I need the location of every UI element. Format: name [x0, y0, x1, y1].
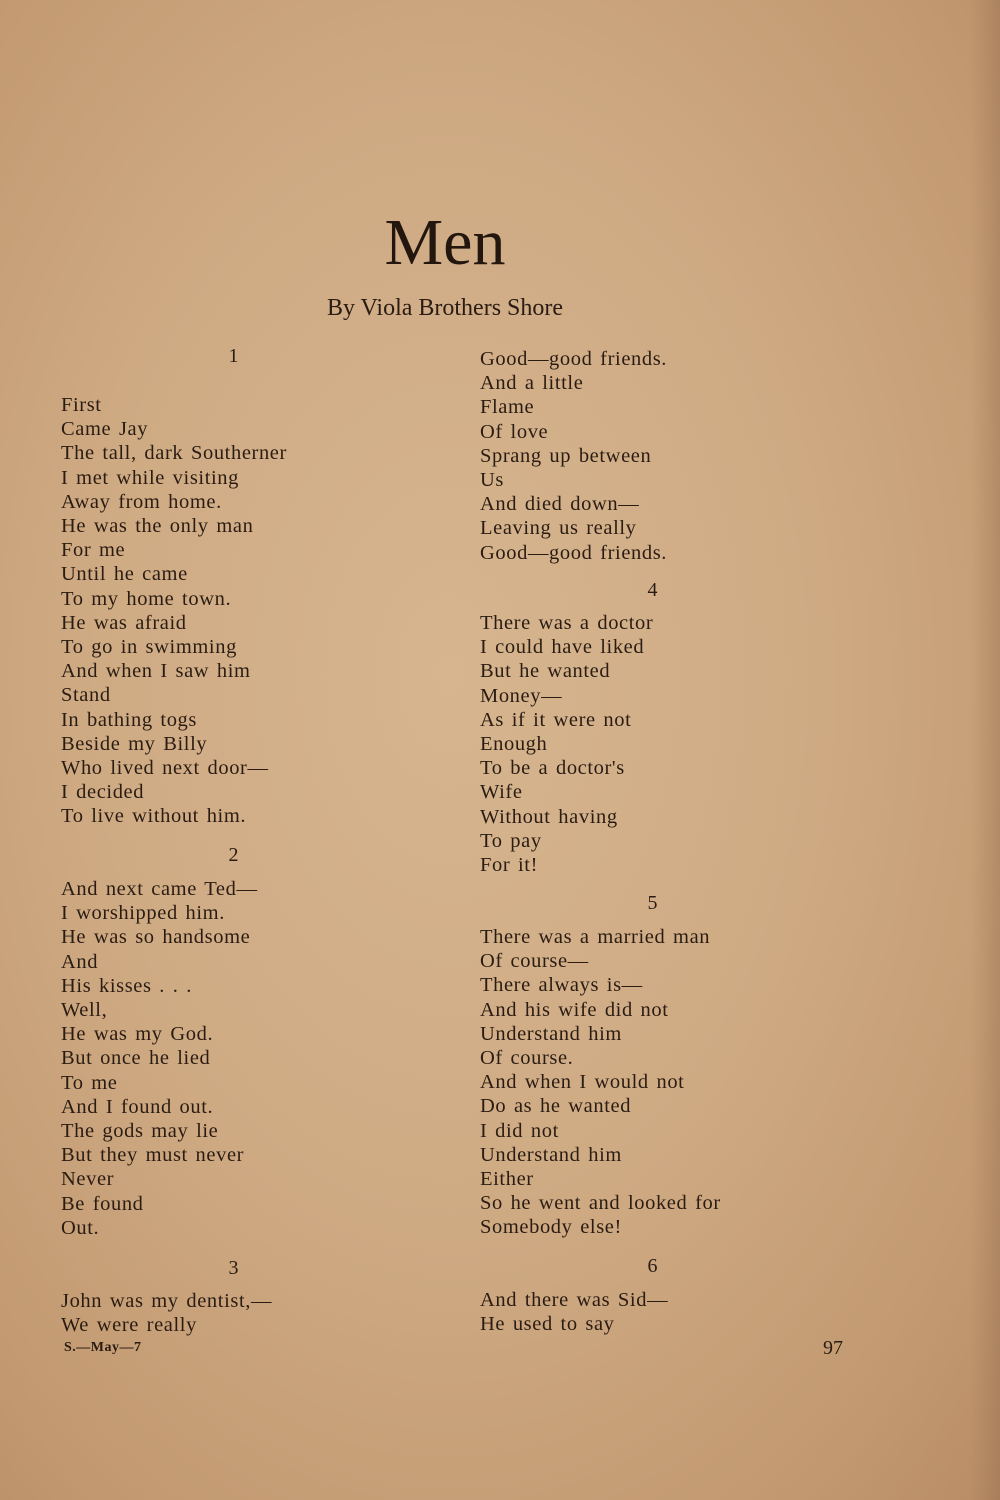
- poem-line: Stand: [61, 684, 111, 707]
- section-number: 2: [228, 844, 239, 866]
- poem-line: There always is—: [480, 974, 643, 997]
- poem-line: Good—good friends.: [480, 541, 668, 564]
- poem-line: Somebody else!: [480, 1216, 622, 1239]
- poem-line: For me: [61, 539, 126, 562]
- poem-line: To live without him.: [61, 805, 247, 828]
- poem-line: To me: [61, 1071, 118, 1094]
- poem-line: John was my dentist,—: [61, 1290, 273, 1312]
- poem-line: I decided: [61, 781, 145, 804]
- poem-line: The gods may lie: [61, 1120, 219, 1142]
- poem-line: I met while visiting: [61, 466, 239, 489]
- poem-line: And when I would not: [480, 1071, 685, 1094]
- poem-line: I did not: [480, 1119, 559, 1142]
- poem-line: He was so handsome: [61, 926, 251, 949]
- poem-line: Leaving us really: [480, 517, 637, 540]
- section-number: 6: [647, 1255, 658, 1277]
- poem-line: And next came Ted—: [61, 878, 258, 900]
- poem-line: He was afraid: [61, 611, 187, 634]
- poem-line: And there was Sid—: [480, 1289, 669, 1311]
- poem-line: Enough: [480, 733, 548, 755]
- poem-line: And: [61, 950, 99, 973]
- poem-line: Good—good friends.: [480, 348, 668, 370]
- page-edge-shadow: [970, 0, 1000, 1500]
- poem-line: But once he lied: [61, 1047, 211, 1070]
- section-number: 1: [228, 345, 239, 367]
- section-number: 5: [647, 892, 658, 914]
- poem-line: Sprang up between: [480, 444, 652, 467]
- poem-line: Money—: [480, 684, 563, 707]
- poem-line: To my home town.: [61, 587, 232, 610]
- poem-line: As if it were not: [480, 708, 632, 731]
- poem-byline: By Viola Brothers Shore: [326, 295, 564, 321]
- section-number: 4: [647, 579, 658, 601]
- poem-line: Who lived next door—: [61, 757, 269, 779]
- poem-line: He was my God.: [61, 1023, 214, 1046]
- poem-line: To pay: [480, 829, 542, 852]
- poem-line: Of course.: [480, 1047, 574, 1069]
- poem-line: Without having: [480, 805, 618, 828]
- printer-signature: S.—May—7: [64, 1340, 142, 1355]
- poem-line: Until he came: [61, 563, 188, 586]
- poem-line: Never: [61, 1168, 115, 1191]
- poem-line: And I found out.: [61, 1095, 214, 1118]
- poem-line: Away from home.: [61, 490, 222, 513]
- poem-line: Understand him: [480, 1143, 622, 1166]
- poem-line: There was a married man: [480, 926, 711, 948]
- poem-line: He used to say: [480, 1313, 615, 1336]
- poem-line: In bathing togs: [61, 708, 197, 731]
- poem-line: Be found: [61, 1192, 144, 1215]
- poem-line: Either: [480, 1168, 534, 1190]
- poem-line: And a little: [480, 372, 584, 395]
- poem-line: Us: [480, 469, 504, 491]
- poem-line: There was a doctor: [480, 612, 654, 634]
- poem-line: So he went and looked for: [480, 1192, 721, 1215]
- poem-line: The tall, dark Southerner: [61, 442, 287, 465]
- poem-line: And died down—: [480, 493, 640, 516]
- poem-line: Do as he wanted: [480, 1095, 632, 1118]
- poem-line: Beside my Billy: [61, 732, 208, 755]
- poem-title: Men: [384, 206, 506, 279]
- page-number: 97: [823, 1337, 843, 1359]
- poem-line: Of love: [480, 420, 549, 443]
- poem-line: I worshipped him.: [61, 902, 225, 925]
- section-number: 3: [228, 1257, 239, 1279]
- poem-line: And his wife did not: [480, 998, 669, 1021]
- poem-line: But he wanted: [480, 660, 611, 683]
- poem-line: But they must never: [61, 1144, 245, 1167]
- poem-line: To be a doctor's: [480, 757, 625, 780]
- poem-line: To go in swimming: [61, 636, 237, 658]
- poem-line: First: [61, 394, 102, 416]
- poem-line: Flame: [480, 396, 535, 419]
- poem-line: And when I saw him: [61, 660, 251, 683]
- poem-line: He was the only man: [61, 515, 254, 537]
- poem-line: Wife: [480, 781, 523, 804]
- poem-line: I could have liked: [480, 636, 645, 659]
- poem-line: His kisses . . .: [61, 974, 192, 997]
- poem-line: Well,: [61, 999, 108, 1021]
- poem-line: Came Jay: [61, 418, 149, 441]
- poem-line: We were really: [61, 1314, 197, 1337]
- poem-line: Out.: [61, 1216, 100, 1239]
- poem-line: Of course—: [480, 950, 589, 973]
- poem-line: For it!: [480, 854, 539, 876]
- poem-line: Understand him: [480, 1022, 622, 1045]
